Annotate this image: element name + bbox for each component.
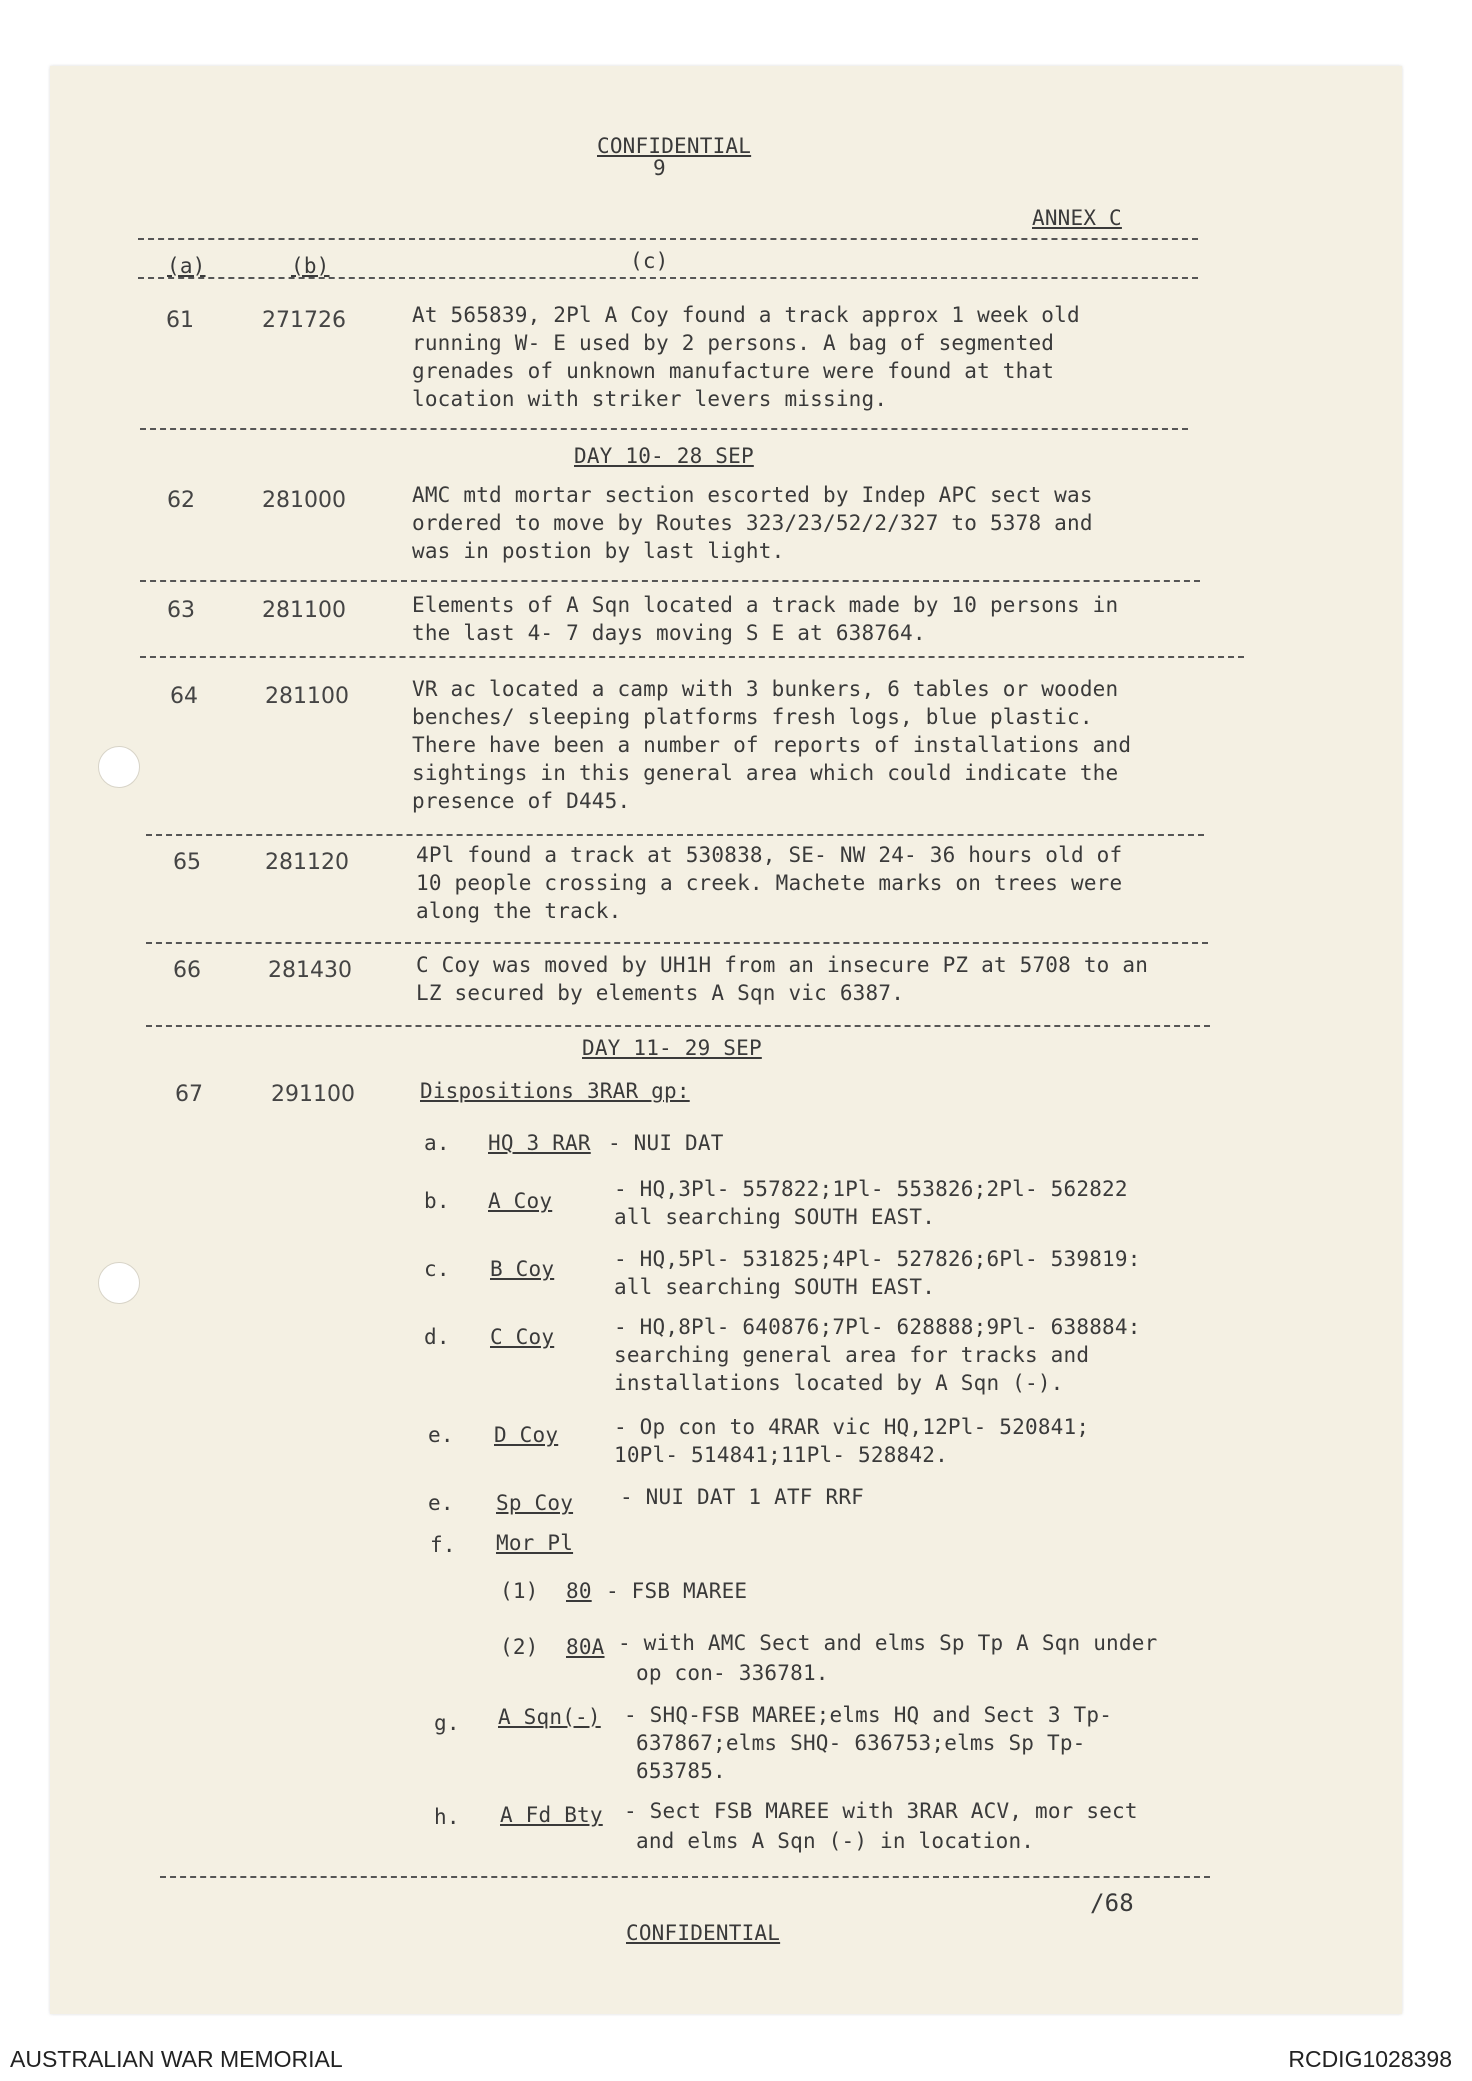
punch-hole bbox=[98, 1262, 140, 1304]
punch-hole bbox=[98, 746, 140, 788]
day-heading: DAY 10- 28 SEP bbox=[574, 444, 754, 468]
entry-line: running W- E used by 2 persons. A bag of segmented bbox=[412, 331, 1055, 355]
disposition-letter: b. bbox=[424, 1189, 450, 1213]
closing-rule bbox=[160, 1876, 1210, 1878]
disposition-line: searching general area for tracks and bbox=[614, 1343, 1090, 1367]
time-group: 281120 bbox=[265, 850, 349, 875]
serial-number: 61 bbox=[166, 308, 194, 333]
sub-item-text: - with AMC Sect and elms Sp Tp A Sqn under bbox=[618, 1631, 1158, 1655]
page-number: 9 bbox=[653, 156, 666, 180]
disposition-letter: e. bbox=[428, 1423, 454, 1447]
entry-line: Elements of A Sqn located a track made by 10 persons in bbox=[412, 593, 1119, 617]
disposition-letter: g. bbox=[434, 1711, 460, 1735]
entry-line: VR ac located a camp with 3 bunkers, 6 tables or wooden bbox=[412, 677, 1119, 701]
disposition-line: - Sect FSB MAREE with 3RAR ACV, mor sect bbox=[624, 1799, 1138, 1823]
disposition-line: all searching SOUTH EAST. bbox=[614, 1275, 936, 1299]
archive-credit: AUSTRALIAN WAR MEMORIAL bbox=[10, 2046, 343, 2072]
disposition-line: - Op con to 4RAR vic HQ,12Pl- 520841; bbox=[614, 1415, 1090, 1439]
time-group: 281000 bbox=[262, 488, 346, 513]
classification-top: CONFIDENTIAL bbox=[597, 134, 752, 158]
entry-line: was in postion by last light. bbox=[412, 539, 785, 563]
disposition-line: - HQ,3Pl- 557822;1Pl- 553826;2Pl- 562822 bbox=[614, 1177, 1128, 1201]
disposition-letter: h. bbox=[434, 1805, 460, 1829]
time-group: 281430 bbox=[268, 958, 352, 983]
entry-line: grenades of unknown manufacture were found at that bbox=[412, 359, 1055, 383]
disposition-line: and elms A Sqn (-) in location. bbox=[636, 1829, 1035, 1853]
disposition-unit: B Coy bbox=[490, 1257, 555, 1281]
disposition-letter: f. bbox=[430, 1533, 456, 1557]
annex-label: ANNEX C bbox=[1032, 206, 1122, 230]
serial-number: 65 bbox=[173, 850, 201, 875]
sub-item-text: op con- 336781. bbox=[636, 1661, 829, 1685]
entry-line: along the track. bbox=[416, 899, 622, 923]
row-rule bbox=[146, 1025, 1210, 1027]
disposition-letter: d. bbox=[424, 1325, 450, 1349]
disposition-line: - NUI DAT bbox=[608, 1131, 724, 1155]
time-group: 271726 bbox=[262, 308, 346, 333]
sub-item-code: 80A bbox=[566, 1635, 605, 1659]
column-b-header: (b) bbox=[291, 254, 330, 278]
disposition-letter: c. bbox=[424, 1257, 450, 1281]
entry-line: presence of D445. bbox=[412, 789, 631, 813]
entry-line: the last 4- 7 days moving S E at 638764. bbox=[412, 621, 926, 645]
time-group: 281100 bbox=[262, 598, 346, 623]
column-a-header: (a) bbox=[167, 254, 206, 278]
disposition-line: installations located by A Sqn (-). bbox=[614, 1371, 1064, 1395]
entry-line: C Coy was moved by UH1H from an insecure PZ at 5708 to an bbox=[416, 953, 1149, 977]
disposition-unit: D Coy bbox=[494, 1423, 559, 1447]
disposition-line: all searching SOUTH EAST. bbox=[614, 1205, 936, 1229]
disposition-letter: a. bbox=[424, 1131, 450, 1155]
entry-line: Dispositions 3RAR gp: bbox=[420, 1079, 690, 1103]
disposition-unit: A Sqn(-) bbox=[498, 1705, 601, 1729]
header-rule bbox=[138, 238, 1198, 240]
disposition-unit: A Coy bbox=[488, 1189, 553, 1213]
sub-item-number: (2) bbox=[500, 1635, 539, 1659]
column-c-header: (c) bbox=[630, 249, 669, 273]
time-group: 281100 bbox=[265, 684, 349, 709]
row-rule bbox=[146, 834, 1204, 836]
disposition-line: 637867;elms SHQ- 636753;elms Sp Tp- bbox=[636, 1731, 1086, 1755]
disposition-unit: Sp Coy bbox=[496, 1491, 574, 1515]
continuation-marker: /68 bbox=[1090, 1889, 1134, 1917]
disposition-unit: Mor Pl bbox=[496, 1531, 574, 1555]
entry-line: At 565839, 2Pl A Coy found a track approx 1 week old bbox=[412, 303, 1080, 327]
disposition-letter: e. bbox=[428, 1491, 454, 1515]
serial-number: 62 bbox=[167, 488, 195, 513]
time-group: 291100 bbox=[271, 1082, 355, 1107]
disposition-line: 10Pl- 514841;11Pl- 528842. bbox=[614, 1443, 948, 1467]
disposition-unit: HQ 3 RAR bbox=[488, 1131, 591, 1155]
sub-item-number: (1) bbox=[500, 1579, 539, 1603]
entry-line: 4Pl found a track at 530838, SE- NW 24- 36 hours old of bbox=[416, 843, 1123, 867]
sub-item-code: 80 bbox=[566, 1579, 592, 1603]
disposition-line: 653785. bbox=[636, 1759, 726, 1783]
entry-line: LZ secured by elements A Sqn vic 6387. bbox=[416, 981, 905, 1005]
serial-number: 64 bbox=[170, 684, 198, 709]
disposition-line: - NUI DAT 1 ATF RRF bbox=[620, 1485, 865, 1509]
entry-line: There have been a number of reports of installations and bbox=[412, 733, 1132, 757]
entry-line: benches/ sleeping platforms fresh logs, blue plastic. bbox=[412, 705, 1093, 729]
entry-line: sightings in this general area which could indicate the bbox=[412, 761, 1119, 785]
serial-number: 63 bbox=[167, 598, 195, 623]
entry-line: ordered to move by Routes 323/23/52/2/327 to 5378 and bbox=[412, 511, 1093, 535]
sub-item-text: - FSB MAREE bbox=[606, 1579, 748, 1603]
entry-line: location with striker levers missing. bbox=[412, 387, 888, 411]
day-heading: DAY 11- 29 SEP bbox=[582, 1036, 762, 1060]
row-rule bbox=[140, 580, 1200, 582]
disposition-line: - SHQ-FSB MAREE;elms HQ and Sect 3 Tp- bbox=[624, 1703, 1113, 1727]
row-rule bbox=[140, 428, 1188, 430]
archive-reference: RCDIG1028398 bbox=[1288, 2046, 1452, 2072]
entry-line: 10 people crossing a creek. Machete marks on trees were bbox=[416, 871, 1123, 895]
serial-number: 66 bbox=[173, 958, 201, 983]
disposition-unit: C Coy bbox=[490, 1325, 555, 1349]
row-rule bbox=[146, 942, 1208, 944]
column-header-rule bbox=[138, 277, 1198, 279]
disposition-unit: A Fd Bty bbox=[500, 1803, 603, 1827]
disposition-line: - HQ,5Pl- 531825;4Pl- 527826;6Pl- 539819: bbox=[614, 1247, 1141, 1271]
serial-number: 67 bbox=[175, 1082, 203, 1107]
entry-line: AMC mtd mortar section escorted by Indep APC sect was bbox=[412, 483, 1093, 507]
disposition-line: - HQ,8Pl- 640876;7Pl- 628888;9Pl- 638884: bbox=[614, 1315, 1141, 1339]
row-rule bbox=[140, 656, 1244, 658]
classification-bottom: CONFIDENTIAL bbox=[626, 1921, 781, 1945]
